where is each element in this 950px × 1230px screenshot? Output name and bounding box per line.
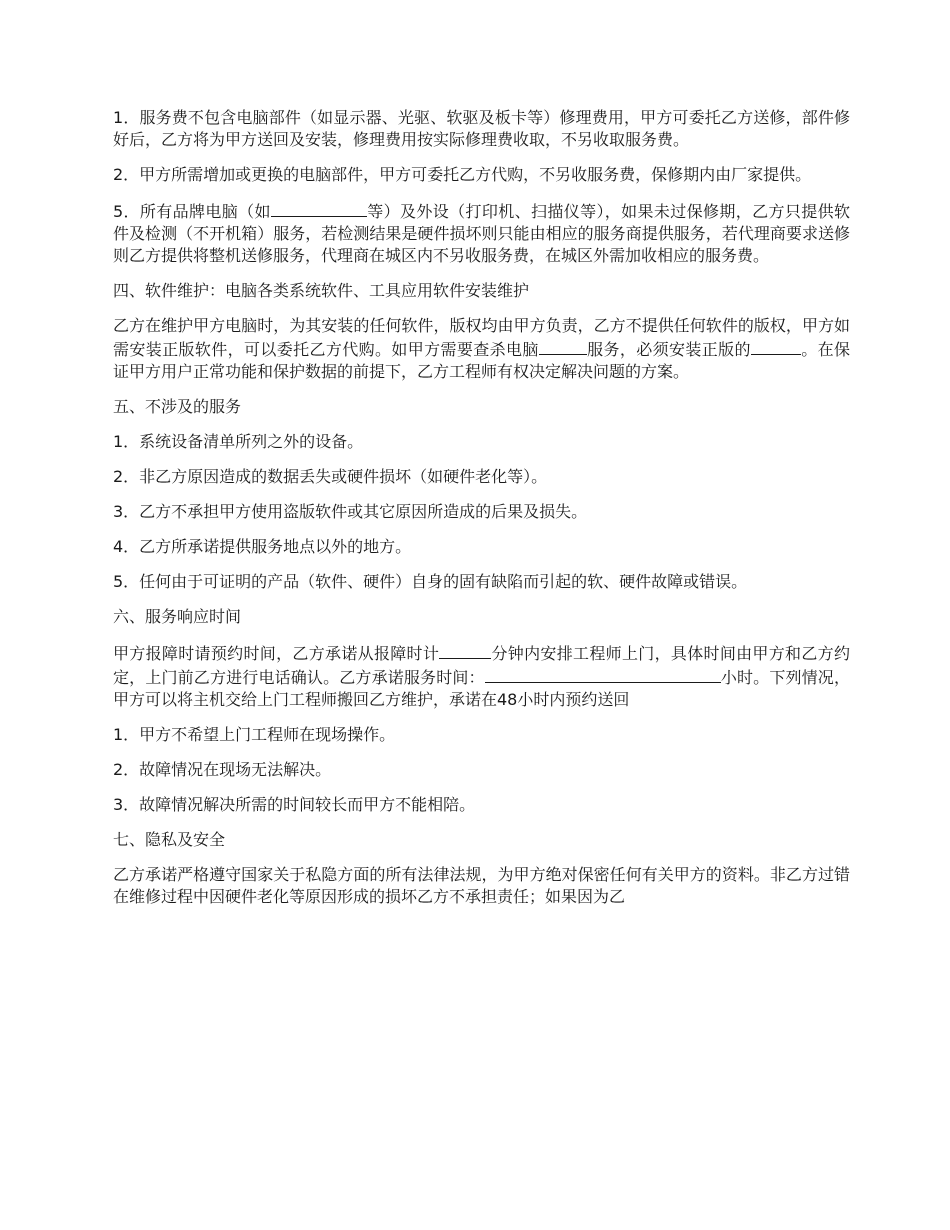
list-item [113,571,850,593]
list-item [113,431,850,453]
paragraph-text-rest: 小时。下列情况，甲方可以将主机交给上门工程师搬回乙方维护，承诺在48小时内预约送回 [113,668,850,709]
paragraph-text: 1．服务费不包含电脑部件（如显示器、光驱、软驱及板卡等）修理费用，甲方可委托乙方送修，部件修好后，乙方将为甲方送回及安装，修理费用按实际修理费收取，不另收取服务费。 [113,108,850,149]
section-heading-response-time [113,606,850,628]
paragraph-text-start: 乙方在维护甲方电脑时，为其安装的任何软件，版权均由甲方负责，乙方不提供任何软件的版权，甲方如需安装正版软件，可以委托乙方代购。如甲方需要查杀电脑 [113,316,850,359]
document-page [113,107,850,921]
paragraph-text: 2．甲方所需增加或更换的电脑部件，甲方可委托乙方代购，不另收服务费，保修期内由厂家提供。 [113,165,812,184]
paragraph-privacy [113,864,850,908]
blank-service-time [485,665,661,683]
paragraph-response-time [113,641,850,711]
section-heading-excluded [113,396,850,418]
paragraph-text-rest: 。在保证甲方用户正常功能和保护数据的前提下，乙方工程师有权决定解决问题的方案。 [113,340,850,381]
list-item-text: 1．甲方不希望上门工程师在现场操作。 [113,725,396,744]
list-item [113,759,850,781]
blank-brand-name [271,199,367,217]
blank-software-name [751,337,801,355]
list-item [113,466,850,488]
paragraph-service-fee [113,107,850,151]
list-item [113,794,850,816]
heading-text: 七、隐私及安全 [113,830,226,849]
list-item-text: 5．任何由于可证明的产品（软件、硬件）自身的固有缺陷而引起的软、硬件故障或错误。 [113,572,748,591]
list-item-text: 1．系统设备清单所列之外的设备。 [113,432,364,451]
section-heading-software [113,280,850,302]
list-item-text: 4．乙方所承诺提供服务地点以外的地方。 [113,537,412,556]
list-item [113,536,850,558]
blank-antivirus-service [539,337,587,355]
list-item-text: 2．非乙方原因造成的数据丢失或硬件损坏（如硬件老化等）。 [113,467,548,486]
paragraph-text-middle: 服务，必须安装正版的 [586,340,751,359]
paragraph-software-license [113,315,850,383]
list-item-text: 3．乙方不承担甲方使用盗版软件或其它原因所造成的后果及损失。 [113,502,588,521]
paragraph-parts-purchase [113,164,850,186]
paragraph-text-start: 5．所有品牌电脑（如 [113,202,271,221]
paragraph-text-rest: 等）及外设（打印机、扫描仪等），如果未过保修期，乙方只提供软件及检测（不开机箱）服务，若检测结果是硬件损坏则只能由相应的服务商提供服务，若代理商要求送修则乙方提供将整机送修服务，代理商在城区内不另收服务费，在城区外需加收相应的服务费。 [113,202,850,265]
paragraph-text: 乙方承诺严格遵守国家关于私隐方面的所有法律法规，为甲方绝对保密任何有关甲方的资料。非乙方过错在维修过程中因硬件老化等原因形成的损坏乙方不承担责任；如果因为乙 [113,865,850,906]
section-heading-privacy [113,829,850,851]
list-item [113,501,850,523]
blank-minutes [439,641,491,659]
paragraph-brand-computers [113,199,850,267]
list-item-text: 2．故障情况在现场无法解决。 [113,760,332,779]
heading-text: 五、不涉及的服务 [113,397,242,416]
paragraph-text-start: 甲方报障时请预约时间，乙方承诺从报障时计 [113,644,440,663]
list-item-text: 3．故障情况解决所需的时间较长而甲方不能相陪。 [113,795,476,814]
list-item [113,724,850,746]
heading-text: 四、软件维护：电脑各类系统软件、工具应用软件安装维护 [113,281,530,300]
heading-text: 六、服务响应时间 [113,607,242,626]
paragraph-text-middle: 分钟内安排工程师上门，具体时间由甲方和乙方约定，上门前乙方进行电话确认。乙方承诺服务时间： [113,644,850,687]
blank-hours [661,665,721,683]
